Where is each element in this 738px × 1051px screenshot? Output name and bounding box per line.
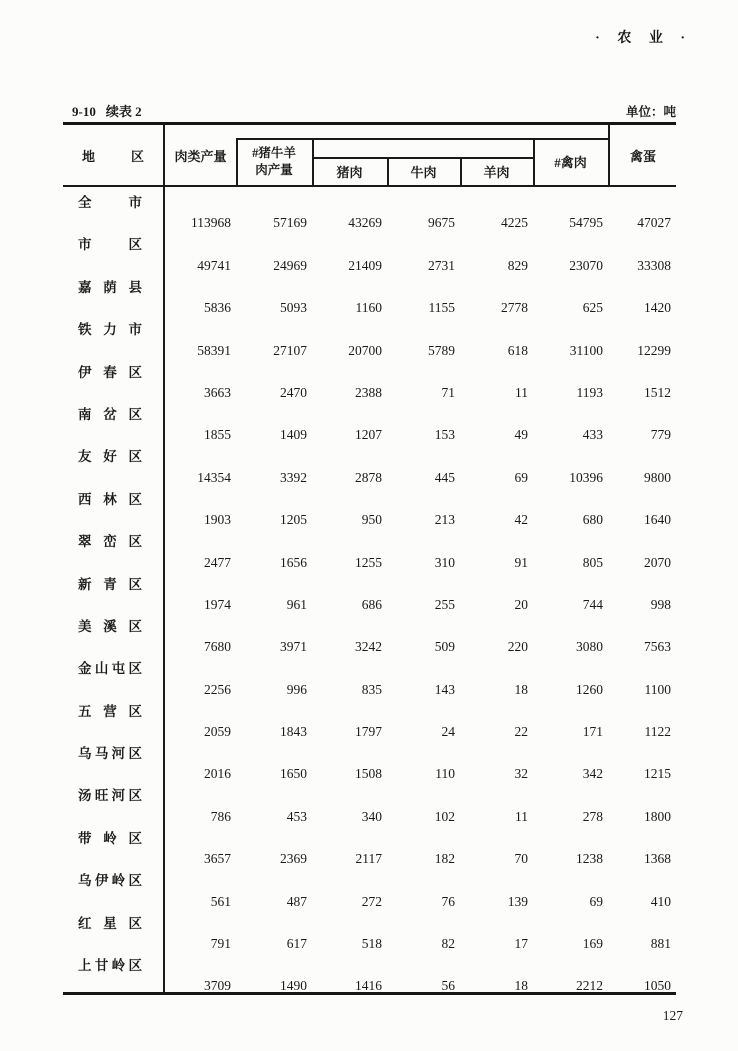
value-cell: 2256 (204, 681, 231, 697)
col-header-eggs: 禽蛋 (629, 148, 656, 164)
region-label: 乌伊岭区 (78, 873, 142, 889)
value-cell: 12299 (637, 342, 671, 358)
value-cell: 1843 (280, 724, 307, 740)
value-cell: 1490 (280, 978, 307, 994)
value-cell: 625 (582, 300, 603, 316)
region-label: 汤旺河区 (78, 788, 142, 804)
col-header-pork: 猪肉 (336, 164, 363, 180)
region-label: 金山屯区 (78, 661, 142, 677)
value-cell: 5836 (204, 300, 231, 316)
value-cell: 791 (210, 936, 231, 952)
value-cell: 20700 (348, 342, 382, 358)
value-cell: 950 (361, 512, 382, 528)
value-cell: 20 (514, 596, 528, 612)
value-cell: 829 (507, 257, 528, 273)
value-cell: 10396 (569, 469, 603, 485)
value-cell: 1155 (428, 300, 455, 316)
value-cell: 76 (441, 893, 455, 909)
value-cell: 1800 (644, 808, 671, 824)
value-cell: 433 (582, 427, 603, 443)
region-label: 红星区 (78, 915, 142, 931)
value-cell: 24969 (273, 257, 307, 273)
value-cell: 153 (434, 427, 455, 443)
statistics-table (63, 122, 676, 995)
table-subtitle: 续表 2 (105, 104, 142, 119)
value-cell: 453 (286, 808, 307, 824)
value-cell: 2059 (204, 724, 231, 740)
value-cell: 1420 (644, 300, 671, 316)
value-cell: 22 (514, 724, 528, 740)
value-cell: 18 (514, 978, 528, 994)
table-row (63, 569, 676, 611)
table-header (63, 125, 676, 187)
table-row (63, 908, 676, 950)
value-cell: 32 (514, 766, 528, 782)
value-cell: 278 (582, 808, 603, 824)
table-id: 9-10 (72, 104, 96, 119)
value-cell: 779 (650, 427, 671, 443)
value-cell: 102 (434, 808, 455, 824)
table-row (63, 399, 676, 441)
value-cell: 58391 (197, 342, 231, 358)
value-cell: 3657 (204, 851, 231, 867)
value-cell: 43269 (348, 215, 382, 231)
region-label: 全市 (78, 195, 142, 210)
table-row (63, 272, 676, 314)
value-cell: 686 (361, 596, 382, 612)
region-label: 西林区 (78, 491, 142, 507)
value-cell: 835 (361, 681, 382, 697)
value-cell: 49 (514, 427, 528, 443)
table-row (63, 314, 676, 356)
value-cell: 91 (514, 554, 528, 570)
value-cell: 7563 (644, 639, 671, 655)
value-cell: 680 (582, 512, 603, 528)
table-row (63, 526, 676, 568)
value-cell: 1193 (576, 384, 603, 400)
col-header-pbm-line2: 肉产量 (255, 162, 293, 177)
value-cell: 17 (514, 936, 528, 952)
value-cell: 1207 (355, 427, 382, 443)
value-cell: 1238 (576, 851, 603, 867)
value-cell: 71 (441, 384, 455, 400)
value-cell: 2388 (355, 384, 382, 400)
value-cell: 561 (210, 893, 231, 909)
col-header-pork-beef-mutton-group (238, 138, 310, 185)
col-header-mutton: 羊肉 (483, 164, 510, 180)
value-cell: 1797 (355, 724, 382, 740)
region-label: 上甘岭区 (78, 958, 142, 974)
value-cell: 7680 (204, 639, 231, 655)
region-label: 带岭区 (78, 830, 142, 846)
region-label: 翠峦区 (78, 534, 142, 550)
value-cell: 182 (434, 851, 455, 867)
value-cell: 272 (361, 893, 382, 909)
value-cell: 56 (441, 978, 455, 994)
value-cell: 70 (514, 851, 528, 867)
page-number: 127 (662, 1008, 683, 1023)
table-body (63, 187, 676, 992)
value-cell: 410 (650, 893, 671, 909)
value-cell: 340 (361, 808, 382, 824)
region-label: 新青区 (78, 576, 142, 592)
value-cell: 57169 (273, 215, 307, 231)
table-row (63, 441, 676, 483)
value-cell: 1205 (280, 512, 307, 528)
value-cell: 1974 (204, 596, 231, 612)
value-cell: 171 (582, 724, 603, 740)
value-cell: 143 (434, 681, 455, 697)
value-cell: 54795 (569, 215, 603, 231)
value-cell: 1855 (204, 427, 231, 443)
col-header-region-label: 地区 (82, 148, 144, 164)
value-cell: 310 (434, 554, 455, 570)
region-label: 美溪区 (78, 618, 142, 634)
value-cell: 1508 (355, 766, 382, 782)
value-cell: 2470 (280, 384, 307, 400)
table-row (63, 484, 676, 526)
col-header-poultry-meat: #禽肉 (554, 155, 587, 170)
row-values (165, 978, 676, 994)
value-cell: 998 (650, 596, 671, 612)
value-cell: 1050 (644, 978, 671, 994)
value-cell: 169 (582, 936, 603, 952)
table-row (63, 357, 676, 399)
value-cell: 617 (286, 936, 307, 952)
value-cell: 881 (650, 936, 671, 952)
table-row (63, 187, 676, 229)
table-row (63, 823, 676, 865)
value-cell: 3242 (355, 639, 382, 655)
value-cell: 1512 (644, 384, 671, 400)
value-cell: 82 (441, 936, 455, 952)
value-cell: 2731 (428, 257, 455, 273)
value-cell: 961 (286, 596, 307, 612)
table-row (63, 611, 676, 653)
region-column-divider (163, 125, 165, 992)
value-cell: 3971 (280, 639, 307, 655)
value-cell: 33308 (637, 257, 671, 273)
table-row (63, 229, 676, 271)
value-cell: 487 (286, 893, 307, 909)
value-cell: 996 (286, 681, 307, 697)
value-cell: 3392 (280, 469, 307, 485)
value-cell: 1416 (355, 978, 382, 994)
region-label: 市区 (78, 237, 142, 253)
region-label: 五营区 (78, 703, 142, 719)
region-label: 南岔区 (78, 406, 142, 422)
value-cell: 9800 (644, 469, 671, 485)
region-label: 乌马河区 (78, 746, 142, 762)
value-cell: 1260 (576, 681, 603, 697)
table-row (63, 738, 676, 780)
value-cell: 27107 (273, 342, 307, 358)
value-cell: 47027 (637, 215, 671, 231)
value-cell: 2212 (576, 978, 603, 994)
value-cell: 11 (515, 808, 528, 824)
value-cell: 1650 (280, 766, 307, 782)
value-cell: 23070 (569, 257, 603, 273)
value-cell: 786 (210, 808, 231, 824)
value-cell: 2477 (204, 554, 231, 570)
value-cell: 1656 (280, 554, 307, 570)
value-cell: 618 (507, 342, 528, 358)
table-row (63, 865, 676, 907)
value-cell: 1255 (355, 554, 382, 570)
value-cell: 1368 (644, 851, 671, 867)
table-row (63, 780, 676, 822)
value-cell: 11 (515, 384, 528, 400)
value-cell: 1409 (280, 427, 307, 443)
table-row (63, 696, 676, 738)
value-cell: 805 (582, 554, 603, 570)
value-cell: 220 (507, 639, 528, 655)
value-cell: 3709 (204, 978, 231, 994)
value-cell: 3663 (204, 384, 231, 400)
col-header-region (63, 125, 163, 185)
value-cell: 110 (435, 766, 455, 782)
value-cell: 2117 (355, 851, 382, 867)
table-row (63, 950, 676, 992)
region-label: 伊春区 (78, 364, 142, 380)
value-cell: 18 (514, 681, 528, 697)
table-row (63, 653, 676, 695)
value-cell: 2369 (280, 851, 307, 867)
value-cell: 1903 (204, 512, 231, 528)
value-cell: 213 (434, 512, 455, 528)
value-cell: 42 (514, 512, 528, 528)
value-cell: 4225 (501, 215, 528, 231)
value-cell: 24 (441, 724, 455, 740)
value-cell: 518 (361, 936, 382, 952)
value-cell: 21409 (348, 257, 382, 273)
unit-label: 单位：吨 (625, 105, 676, 119)
value-cell: 31100 (569, 342, 603, 358)
value-cell: 113968 (191, 215, 231, 231)
value-cell: 14354 (197, 469, 231, 485)
value-cell: 342 (582, 766, 603, 782)
value-cell: 49741 (197, 257, 231, 273)
value-cell: 509 (434, 639, 455, 655)
value-cell: 1160 (355, 300, 382, 316)
table-caption (72, 101, 152, 120)
value-cell: 1122 (644, 724, 671, 740)
value-cell: 1640 (644, 512, 671, 528)
value-cell: 2070 (644, 554, 671, 570)
value-cell: 5789 (428, 342, 455, 358)
region-label: 铁力市 (78, 322, 142, 338)
value-cell: 69 (514, 469, 528, 485)
col-header-pbm-line1: #猪牛羊 (252, 145, 296, 160)
value-cell: 69 (589, 893, 603, 909)
col-header-meat-total: 肉类产量 (174, 148, 227, 164)
value-cell: 139 (507, 893, 528, 909)
value-cell: 5093 (280, 300, 307, 316)
value-cell: 2016 (204, 766, 231, 782)
value-cell: 445 (434, 469, 455, 485)
page-section-header: · 农 业 · (595, 31, 692, 46)
region-label: 友好区 (78, 449, 142, 465)
region-label: 嘉荫县 (78, 279, 142, 295)
value-cell: 2878 (355, 469, 382, 485)
value-cell: 744 (582, 596, 603, 612)
value-cell: 3080 (576, 639, 603, 655)
table-caption-row (72, 101, 676, 120)
col-header-beef: 牛肉 (410, 164, 437, 180)
value-cell: 1100 (644, 681, 671, 697)
value-cell: 9675 (428, 215, 455, 231)
value-cell: 2778 (501, 300, 528, 316)
value-cell: 255 (434, 596, 455, 612)
value-cell: 1215 (644, 766, 671, 782)
